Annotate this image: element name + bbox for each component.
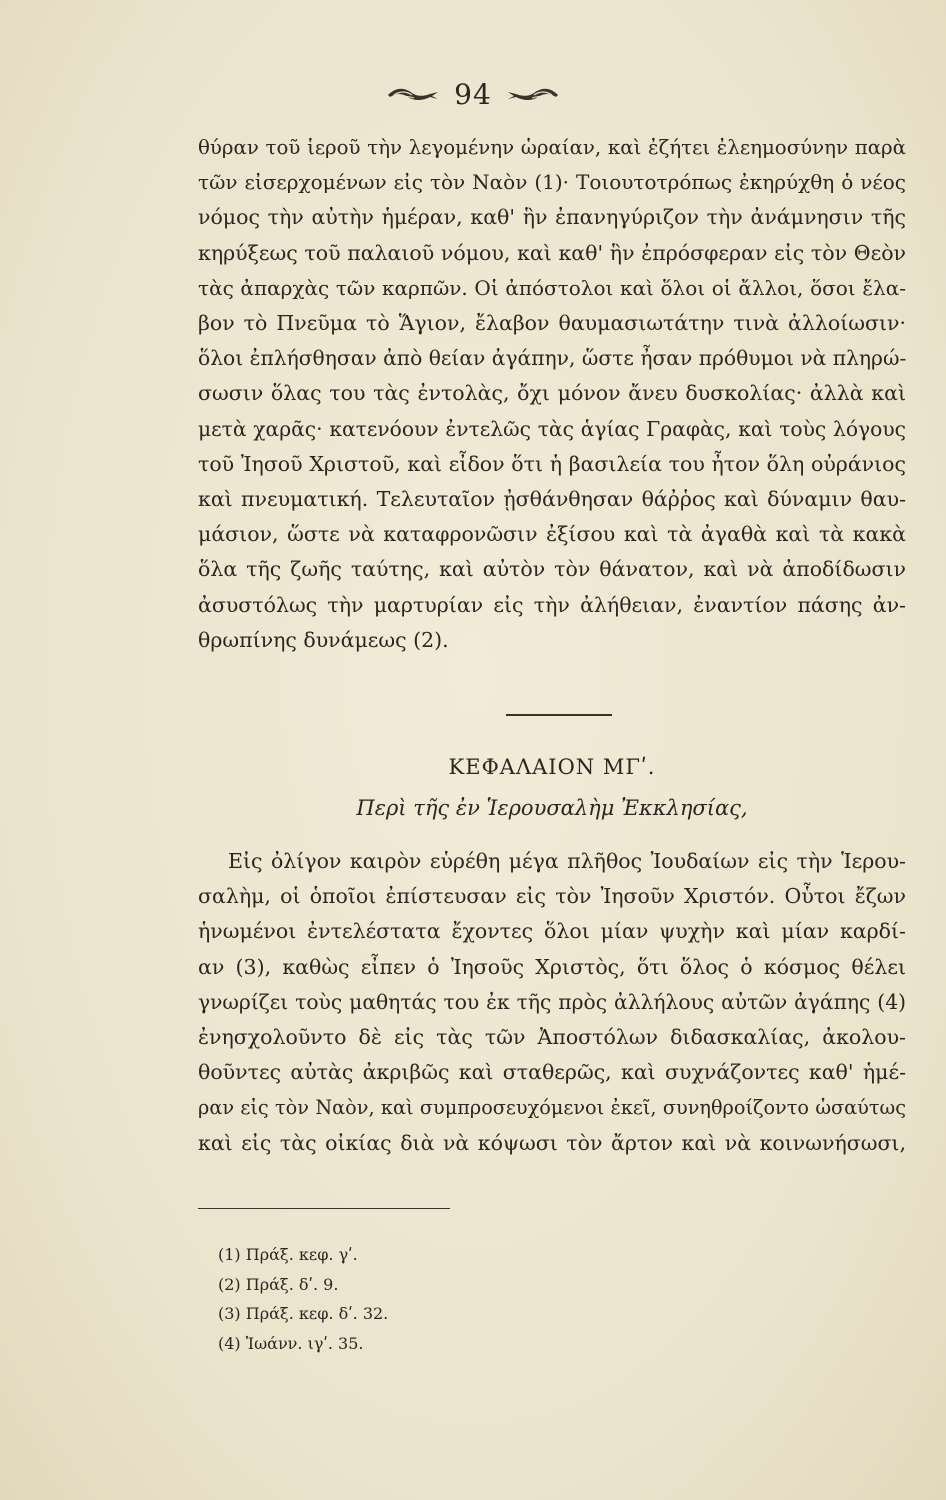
text-line: τοῦ Ἰησοῦ Χριστοῦ, καὶ εἶδον ὅτι ἡ βασιλεία του ἦτον ὅλη οὐράνιος — [198, 451, 906, 476]
text-line: καὶ εἰς τὰς οἰκίας διὰ νὰ κόψωσι τὸν ἄρτον καὶ νὰ κοινωνήσωσι, — [198, 1130, 906, 1155]
text-line: ραν εἰς τὸν Ναὸν, καὶ συμπροσευχόμενοι ἐκεῖ, συνηθροίζοντο ὡσαύτως — [198, 1096, 906, 1120]
text-line: καὶ πνευματική. Τελευταῖον ᾐσθάνθησαν θάῤῥος καὶ δύναμιν θαυ- — [198, 487, 906, 512]
footnote: (2) Πράξ. δʹ. 9. — [218, 1274, 339, 1294]
text-line: μετὰ χαρᾶς· κατενόουν ἐντελῶς τὰς ἁγίας Γραφὰς, καὶ τοὺς λόγους — [198, 416, 906, 441]
text-line: ἀσυστόλως τὴν μαρτυρίαν εἰς τὴν ἀλήθειαν, ἐναντίον πάσης ἀν- — [198, 592, 906, 617]
footnote-divider — [198, 1208, 450, 1209]
text-line: τὰς ἀπαρχὰς τῶν καρπῶν. Οἱ ἀπόστολοι καὶ ὅλοι οἱ ἄλλοι, ὅσοι ἔλα- — [198, 275, 906, 300]
chapter-title: ΚΕΦΑΛΑΙΟΝ ΜΓʹ. — [448, 755, 656, 779]
page-number: 94 — [454, 78, 492, 111]
right-ornament-icon — [506, 85, 560, 105]
section-divider — [506, 714, 612, 716]
text-line: θρωπίνης δυνάμεως (2). — [198, 627, 449, 652]
footnote: (4) Ἰωάνν. ιγʹ. 35. — [218, 1333, 364, 1353]
text-line: βον τὸ Πνεῦμα τὸ Ἅγιον, ἔλαβον θαυμασιωτάτην τινὰ ἀλλοίωσιν· — [198, 311, 906, 336]
text-line: ἐνησχολοῦντο δὲ εἰς τὰς τῶν Ἀποστόλων διδασκαλίας, ἀκολου- — [198, 1025, 906, 1050]
text-line: ὅλα τῆς ζωῆς ταύτης, καὶ αὐτὸν τὸν θάνατον, καὶ νὰ ἀποδίδωσιν — [198, 557, 906, 582]
footnotes — [218, 1240, 618, 1358]
text-line: ὅλοι ἐπλήσθησαν ἀπὸ θείαν ἀγάπην, ὥστε ἦσαν πρόθυμοι νὰ πληρώ- — [198, 346, 907, 371]
text-line: θοῦντες αὐτὰς ἀκριβῶς καὶ σταθερῶς, καὶ συχνάζοντες καθ' ἡμέ- — [198, 1060, 906, 1085]
text-line: γνωρίζει τοὺς μαθητάς του ἐκ τῆς πρὸς ἀλλήλους αὐτῶν ἀγάπης (4) — [198, 989, 906, 1014]
text-line: σωσιν ὅλας του τὰς ἐντολὰς, ὄχι μόνον ἄνευ δυσκολίας· ἀλλὰ καὶ — [198, 381, 906, 406]
text-line: τῶν εἰσερχομένων εἰς τὸν Ναὸν (1)· Τοιουτοτρόπως ἐκηρύχθη ὁ νέος — [198, 170, 906, 195]
text-line: μάσιον, ὥστε νὰ καταφρονῶσιν ἐξίσου καὶ τὰ ἀγαθὰ καὶ τὰ κακὰ — [198, 522, 906, 547]
text-line: νόμος τὴν αὐτὴν ἡμέραν, καθ' ἣν ἐπανηγύριζον τὴν ἀνάμνησιν τῆς — [198, 205, 906, 230]
page-header — [0, 78, 946, 111]
footnote: (1) Πράξ. κεφ. γʹ. — [218, 1245, 358, 1264]
text-line: θύραν τοῦ ἱεροῦ τὴν λεγομένην ὡραίαν, καὶ ἐζήτει ἐλεημοσύνην παρὰ — [198, 136, 906, 159]
text-line: ἡνωμένοι ἐντελέστατα ἔχοντες ὅλοι μίαν ψυχὴν καὶ μίαν καρδί- — [198, 919, 906, 944]
text-line: αν (3), καθὼς εἶπεν ὁ Ἰησοῦς Χριστὸς, ὅτι ὅλος ὁ κόσμος θέλει — [198, 954, 906, 979]
text-line: κηρύξεως τοῦ παλαιοῦ νόμου, καὶ καθ' ἣν ἐπρόσφεραν εἰς τὸν Θεὸν — [198, 240, 906, 265]
footnote: (3) Πράξ. κεφ. δʹ. 32. — [218, 1304, 389, 1323]
left-ornament-icon — [386, 85, 440, 105]
top-paragraph — [198, 130, 906, 658]
text-line: Εἰς ὀλίγον καιρὸν εὑρέθη μέγα πλῆθος Ἰουδαίων εἰς τὴν Ἱερου- — [228, 849, 906, 873]
text-line: σαλὴμ, οἱ ὁποῖοι ἐπίστευσαν εἰς τὸν Ἰησοῦν Χριστόν. Οὗτοι ἔζων — [198, 884, 906, 909]
chapter-subtitle: Περὶ τῆς ἐν Ἱερουσαλὴμ Ἐκκλησίας, — [356, 796, 748, 820]
bottom-paragraph — [198, 844, 906, 1161]
